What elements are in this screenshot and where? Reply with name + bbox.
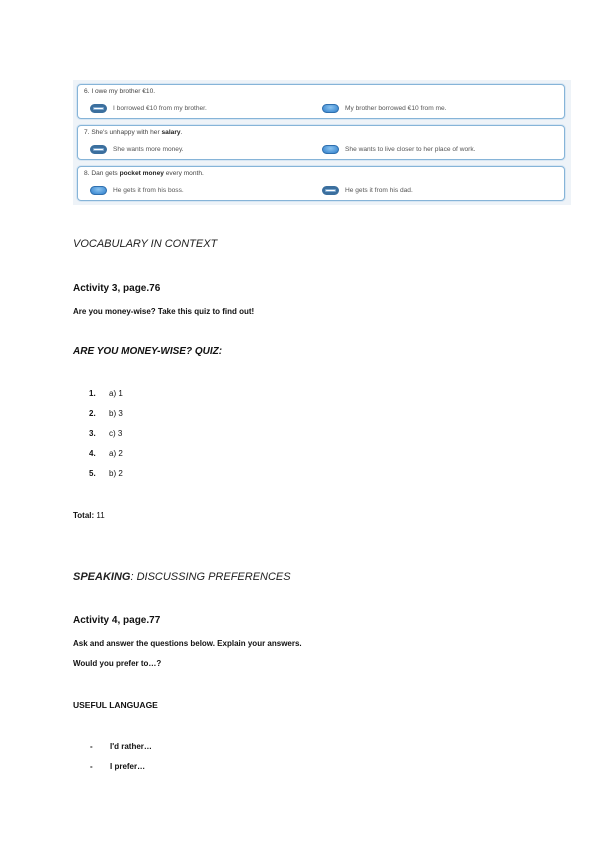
radio-button[interactable] <box>322 104 339 113</box>
option-label: My brother borrowed €10 from me. <box>345 105 447 112</box>
radio-button[interactable] <box>90 186 107 195</box>
radio-button-selected[interactable] <box>90 104 107 113</box>
activity-4-instructions: Ask and answer the questions below. Explain your answers. <box>73 639 302 648</box>
answer-item: 5. b) 2 <box>89 469 123 478</box>
useful-language-heading: USEFUL LANGUAGE <box>73 700 158 710</box>
option-label: He gets it from his boss. <box>113 187 184 194</box>
speaking-heading: SPEAKING: DISCUSSING PREFERENCES <box>73 571 291 583</box>
quiz-question-7 <box>77 125 565 160</box>
activity-4-question: Would you prefer to…? <box>73 659 162 668</box>
question-text: 8. Dan gets pocket money every month. <box>84 170 204 177</box>
question-text: 6. I owe my brother €10. <box>84 88 156 95</box>
answer-option[interactable] <box>322 103 447 114</box>
answer-option[interactable] <box>90 144 184 155</box>
answer-item: 3. c) 3 <box>89 429 123 438</box>
radio-button-selected[interactable] <box>322 186 339 195</box>
answer-item: 2. b) 3 <box>89 409 123 418</box>
option-label: She wants more money. <box>113 146 184 153</box>
answer-option[interactable] <box>90 103 207 114</box>
activity-3-intro: Are you money-wise? Take this quiz to find out! <box>73 307 255 316</box>
vocabulary-heading: VOCABULARY IN CONTEXT <box>73 238 218 250</box>
option-label: He gets it from his dad. <box>345 187 413 194</box>
useful-language-item: - I'd rather… <box>90 742 152 751</box>
activity-3-title: Activity 3, page.76 <box>73 283 161 294</box>
quiz-heading: ARE YOU MONEY-WISE? QUIZ: <box>73 346 223 357</box>
answer-option[interactable] <box>322 185 413 196</box>
quiz-question-8 <box>77 166 565 201</box>
answer-item: 1. a) 1 <box>89 389 123 398</box>
activity-4-title: Activity 4, page.77 <box>73 615 161 626</box>
answer-option[interactable] <box>322 144 475 155</box>
option-label: I borrowed €10 from my brother. <box>113 105 207 112</box>
total-score: Total: 11 <box>73 511 105 520</box>
radio-button[interactable] <box>322 145 339 154</box>
answer-option[interactable] <box>90 185 184 196</box>
answer-item: 4. a) 2 <box>89 449 123 458</box>
radio-button-selected[interactable] <box>90 145 107 154</box>
useful-language-item: - I prefer… <box>90 762 146 771</box>
quiz-screenshot <box>73 80 571 205</box>
quiz-question-6 <box>77 84 565 119</box>
question-text: 7. She's unhappy with her salary. <box>84 129 183 136</box>
option-label: She wants to live closer to her place of work. <box>345 146 476 153</box>
